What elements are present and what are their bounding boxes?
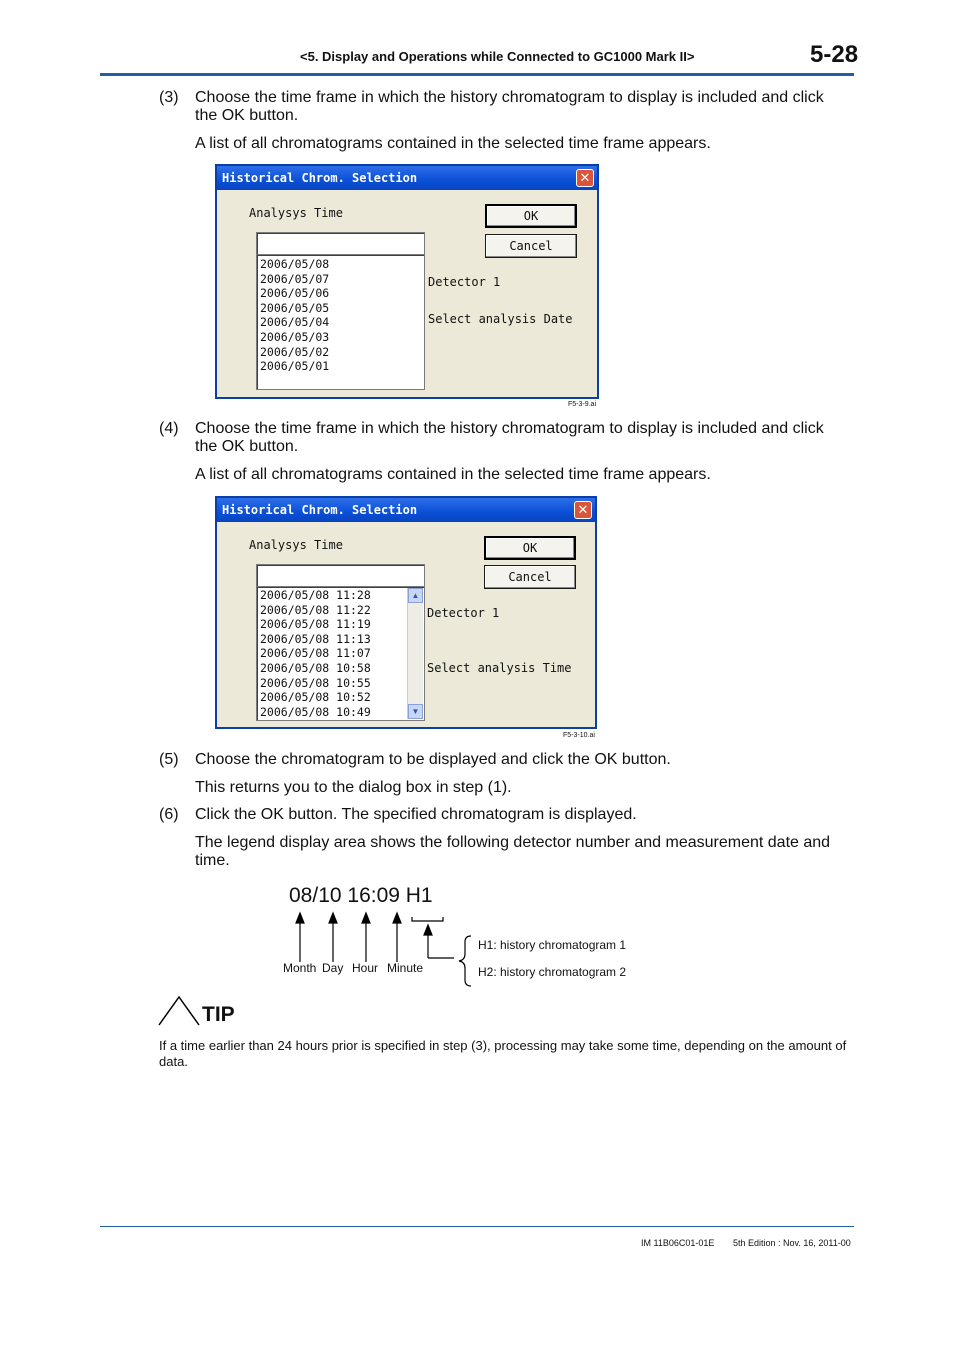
- cancel-button[interactable]: Cancel: [484, 565, 576, 589]
- list-item[interactable]: 2006/05/08 11:07: [260, 646, 371, 661]
- analysis-time-label: Analysys Time: [249, 206, 343, 220]
- step-number-4: (4): [159, 420, 179, 437]
- step-number-6: (6): [159, 806, 179, 823]
- legend-h2-text: H2: history chromatogram 2: [478, 965, 627, 979]
- tip-text: If a time earlier than 24 hours prior is specified in step (3), processing may take some time, depending on the amount of data.: [159, 1038, 847, 1069]
- dialog-title-bar: [217, 166, 597, 190]
- chapter-title: <5. Display and Operations while Connected to GC1000 Mark II>: [300, 49, 695, 64]
- scroll-down-icon[interactable]: ▼: [408, 704, 423, 719]
- list-item[interactable]: 2006/05/08 11:22: [260, 602, 371, 617]
- analysis-time-list[interactable]: [256, 586, 425, 721]
- list-item[interactable]: 2006/05/08 10:52: [260, 690, 371, 705]
- step-text-3: Choose the time frame in which the history chromatogram to display is included and click the OK button.: [195, 89, 824, 124]
- historical-chrom-selection-dialog-date: [215, 164, 599, 399]
- edition-info: 5th Edition : Nov. 16, 2011-00: [733, 1238, 851, 1248]
- list-item[interactable]: 2006/05/08 11:19: [260, 617, 371, 632]
- ok-button[interactable]: OK: [484, 536, 576, 560]
- analysis-time-input[interactable]: [256, 232, 425, 255]
- list-item[interactable]: 2006/05/08 11:28: [260, 588, 371, 602]
- cancel-button[interactable]: Cancel: [485, 234, 577, 258]
- figure-label: F5-3-9.ai: [568, 401, 597, 408]
- historical-chrom-selection-dialog-time: [215, 496, 597, 729]
- list-item[interactable]: 2006/05/08: [260, 257, 330, 271]
- dialog-title: Historical Chrom. Selection: [222, 503, 418, 517]
- legend-brace: [455, 934, 475, 988]
- list-item[interactable]: 2006/05/02: [260, 344, 330, 359]
- step-note-3: A list of all chromatograms contained in the selected time frame appears.: [195, 135, 711, 152]
- list-item[interactable]: 2006/05/08 10:49: [260, 704, 371, 719]
- step-text-4: Choose the time frame in which the history chromatogram to display is included and click the OK button.: [195, 420, 824, 455]
- analysis-time-label: Analysys Time: [249, 538, 343, 552]
- document-number: IM 11B06C01-01E: [641, 1238, 715, 1248]
- select-hint-label: Select analysis Time: [427, 661, 572, 675]
- step-number-3: (3): [159, 89, 179, 106]
- figure-label: F5-3-10.ai: [563, 732, 595, 739]
- list-item[interactable]: 2006/05/04: [260, 315, 330, 330]
- list-item[interactable]: 2006/05/08 10:55: [260, 675, 371, 690]
- step-note-4: A list of all chromatograms contained in the selected time frame appears.: [195, 466, 711, 483]
- legend-label-day: Day: [322, 961, 344, 975]
- list-item[interactable]: 2006/05/08 11:13: [260, 631, 371, 646]
- select-hint-label: Select analysis Date: [428, 312, 573, 326]
- detector-label: Detector 1: [427, 606, 500, 620]
- list-item[interactable]: 2006/05/05: [260, 300, 330, 315]
- header-divider: [100, 73, 854, 76]
- dialog-title: Historical Chrom. Selection: [222, 171, 418, 185]
- legend-sample: 08/10 16:09 H1: [289, 884, 433, 907]
- dialog-title-bar: [217, 498, 595, 522]
- scroll-up-icon[interactable]: ▲: [408, 588, 423, 603]
- step-text-6: Click the OK button. The specified chromatogram is displayed.: [195, 806, 637, 823]
- page-number: 5-28: [810, 41, 859, 68]
- footer-divider: [100, 1226, 854, 1227]
- list-scrollbar[interactable]: [407, 588, 423, 719]
- close-icon[interactable]: ✕: [574, 501, 592, 519]
- list-item[interactable]: 2006/05/03: [260, 330, 330, 344]
- list-item[interactable]: 2006/05/07: [260, 271, 330, 286]
- analysis-time-input[interactable]: [256, 564, 425, 587]
- legend-label-month: Month: [283, 961, 317, 975]
- list-item[interactable]: 2006/05/01: [260, 359, 330, 374]
- analysis-date-list[interactable]: [256, 254, 425, 390]
- tip-heading: TIP: [202, 1003, 235, 1026]
- step-number-5: (5): [159, 751, 179, 768]
- ok-button[interactable]: OK: [485, 204, 577, 228]
- list-item[interactable]: 2006/05/08 10:58: [260, 661, 371, 675]
- legend-label-minute: Minute: [387, 961, 424, 975]
- detector-label: Detector 1: [428, 275, 501, 289]
- step-text-5: Choose the chromatogram to be displayed and click the OK button.: [195, 751, 671, 768]
- step-note-6: The legend display area shows the following detector number and measurement date and time.: [195, 834, 831, 869]
- step-note-5: This returns you to the dialog box in step (1).: [195, 779, 512, 796]
- tip-triangle-icon: [158, 995, 200, 1027]
- list-item[interactable]: 2006/05/06: [260, 286, 330, 301]
- close-icon[interactable]: ✕: [576, 169, 594, 187]
- legend-label-hour: Hour: [352, 961, 379, 975]
- legend-h1-text: H1: history chromatogram 1: [478, 938, 627, 952]
